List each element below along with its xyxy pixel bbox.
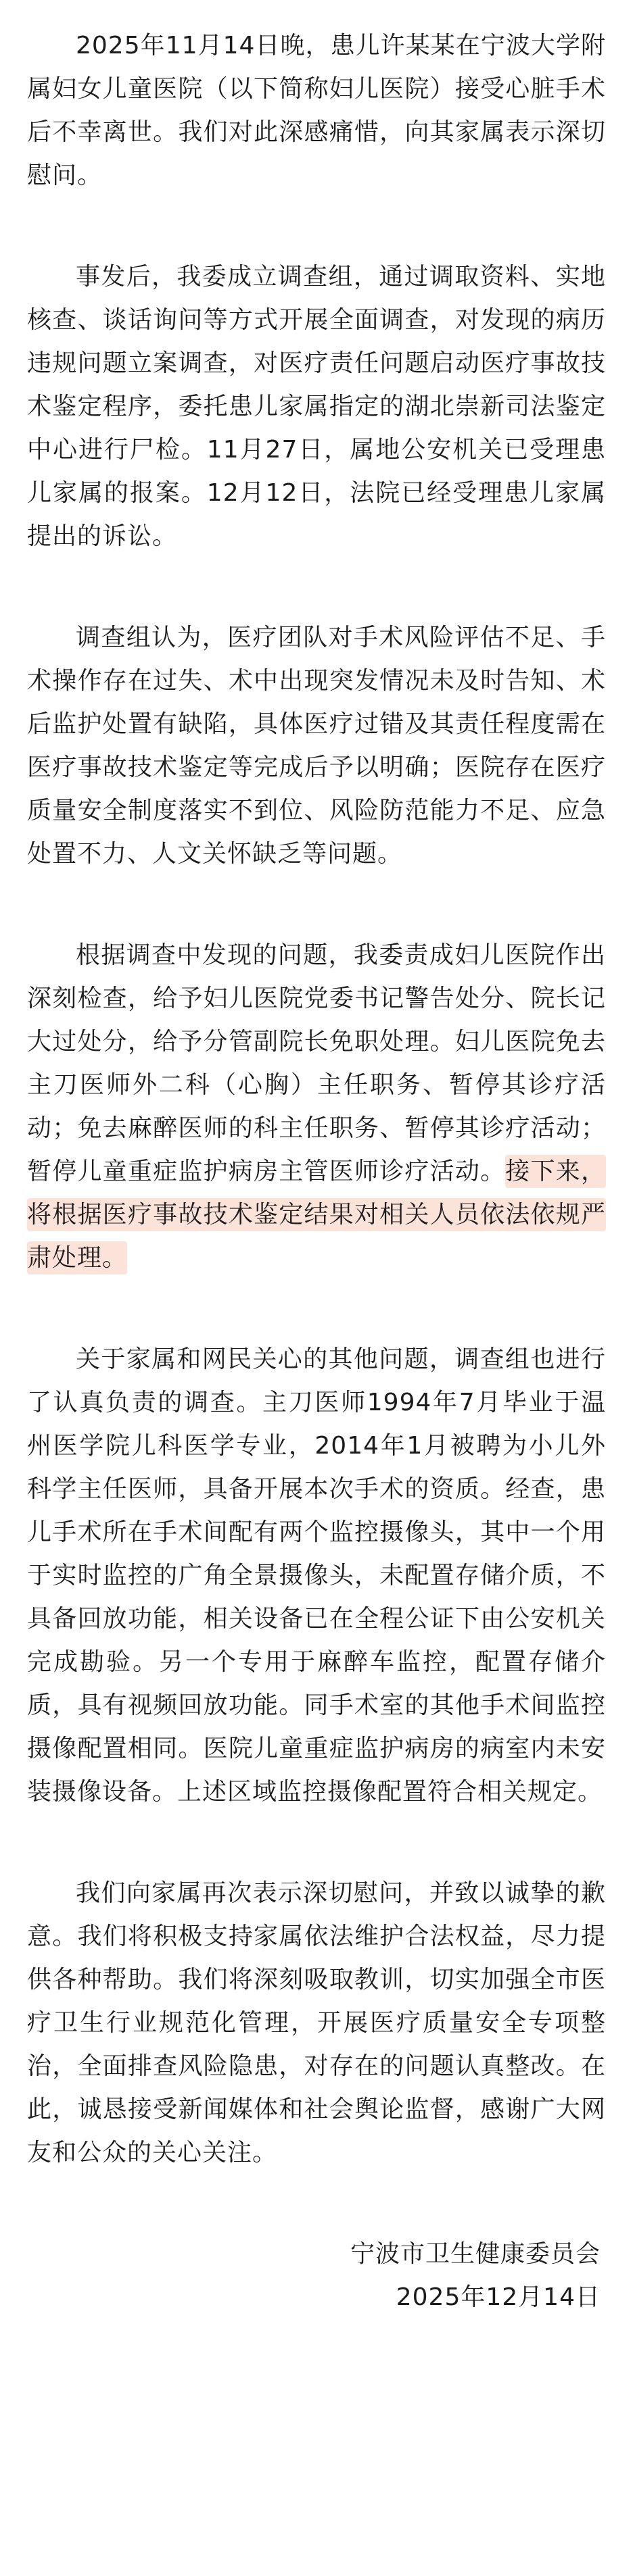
paragraph-incident (27, 24, 606, 197)
paragraph-apology (27, 1872, 606, 2175)
paragraph-investigation-text: 事发后，我委成立调查组，通过调取资料、实地核查、谈话询问等方式开展全面调查，对发现的病历违规问题立案调查，对医疗责任问题启动医疗事故技术鉴定程序，委托患儿家属指定的湖北崇新司法鉴定中心进行尸检。11月27日，属地公安机关已受理患儿家属的报案。12月12日，法院已经受理患儿家属提出的诉讼。 (27, 263, 606, 550)
paragraph-findings-text: 调查组认为，医疗团队对手术风险评估不足、手术操作存在过失、术中出现突发情况未及时告知、术后监护处置有缺陷，具体医疗过错及其责任程度需在医疗事故技术鉴定等完成后予以明确；医院存在医疗质量安全制度落实不到位、风险防范能力不足、应急处置不力、人文关怀缺乏等问题。 (27, 624, 606, 868)
paragraph-penalties-text: 根据调查中发现的问题，我委责成妇儿医院作出深刻检查，给予妇儿医院党委书记警告处分、院长记大过处分，给予分管副院长免职处理。妇儿医院免去主刀医师外二科（心胸）主任职务、暂停其诊疗活动；免去麻醉医师的科主任职务、暂停其诊疗活动；暂停儿童重症监护病房主管医师诊疗活动。 (27, 941, 606, 1185)
paragraph-other-issues-text: 关于家属和网民关心的其他问题，调查组也进行了认真负责的调查。主刀医师1994年7月毕业于温州医学院儿科医学专业，2014年1月被聘为小儿外科学主任医师，具备开展本次手术的资质。经查，患儿手术所在手术间配有两个监控摄像头，其中一个用于实时监控的广角全景摄像头，未配置存储介质，不具备回放功能，相关设备已在全程公证下由公安机关完成勘验。另一个专用于麻醉车监控，配置存储介质，具有视频回放功能。同手术室的其他手术间监控摄像配置相同。医院儿童重症监护病房的病室内未安装摄像设备。上述区域监控摄像配置符合相关规定。 (27, 1345, 606, 1806)
signature-date: 2025年12月14日 (396, 2283, 601, 2311)
paragraph-findings (27, 616, 606, 876)
paragraph-other-issues (27, 1338, 606, 1814)
paragraph-investigation (27, 255, 606, 558)
paragraph-incident-text: 2025年11月14日晚，患儿许某某在宁波大学附属妇女儿童医院（以下简称妇儿医院）接受心脏手术后不幸离世。我们对此深感痛惜，向其家属表示深切慰问。 (27, 32, 606, 189)
paragraph-apology-text: 我们向家属再次表示深切慰问，并致以诚挚的歉意。我们将积极支持家属依法维护合法权益，尽力提供各种帮助。我们将深刻吸取教训，切实加强全市医疗卫生行业规范化管理，开展医疗质量安全专项整治，全面排查风险隐患，对存在的问题认真整改。在此，诚恳接受新闻媒体和社会舆论监督，感谢广大网友和公众的关心关注。 (27, 1879, 606, 2166)
signature-organization: 宁波市卫生健康委员会 (350, 2240, 601, 2268)
signature-block (27, 2233, 606, 2319)
paragraph-penalties (27, 934, 606, 1280)
highlighted-sentence: 接下来，将根据医疗事故技术鉴定结果对相关人员依法依规严肃处理。 (27, 1155, 606, 1274)
